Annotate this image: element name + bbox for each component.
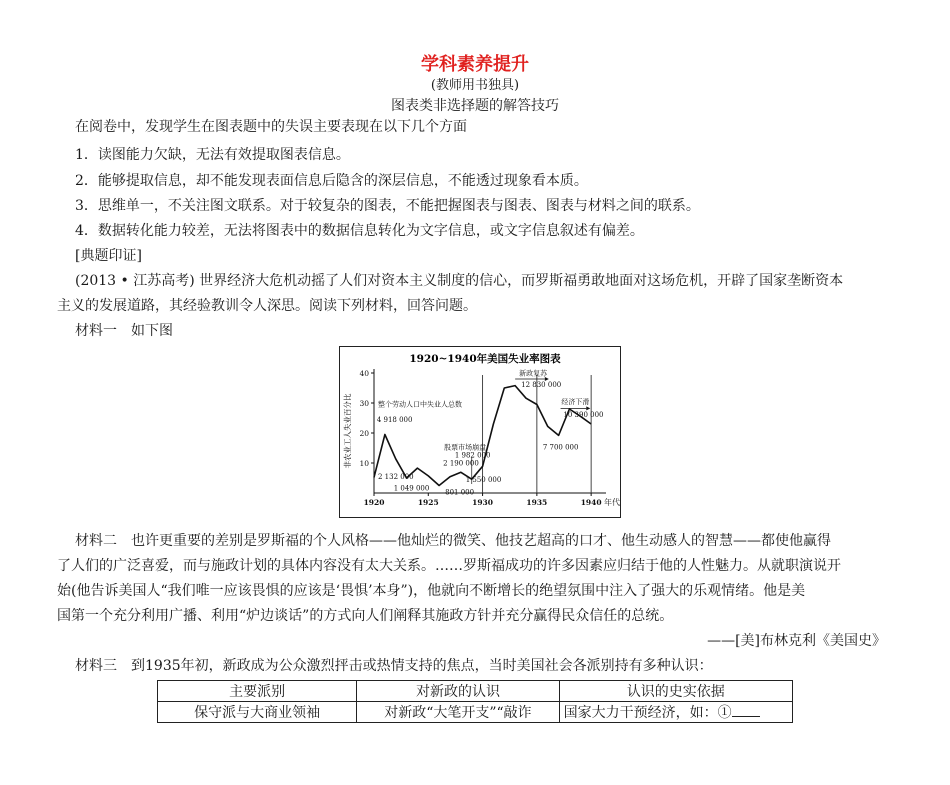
list-item: 3．思维单一，不关注图文联系。对于较复杂的图表，不能把握图表与图表、图表与材料之间的联系。 [75,198,700,214]
table-cell: 保守派与大商业领袖 [158,702,357,723]
list-item: 4．数据转化能力较差，无法将图表中的数据信息转化为文字信息，或文字信息叙述有偏差。 [75,223,644,239]
material3-line: 材料三 到1935年初，新政成为公众激烈抨击或热情支持的焦点，当时美国社会各派别持有多种认识： [75,658,713,674]
x-tick-label: 1930 [472,498,494,507]
faction-table [157,680,793,723]
y-tick-label: 40 [359,369,369,378]
table-cell-text: 国家大力干预经济，如：① [563,705,732,721]
table-cell [559,702,792,723]
table-header: 认识的史实依据 [559,681,792,702]
material1-label: 材料一 如下图 [75,323,173,339]
material2-source: ——[美]布林克利《美国史》 [707,633,886,649]
material2-line: 始(他告诉美国人“我们唯一应该畏惧的应该是‘畏惧’本身”)，他就向不断增长的绝望氛围中注入了强大的乐观情绪。他是美 [57,583,806,599]
data-label: 10 390 000 [563,410,604,419]
x-tick-label: 1920 [363,498,385,507]
data-label: 1 550 000 [465,476,502,485]
intro-text: 在阅卷中，发现学生在图表题中的失误主要表现在以下几个方面 [75,119,467,135]
x-tick-label: 1925 [417,498,439,507]
stock-crash-label: 股票市场崩盘 [444,443,487,452]
table-header: 对新政的认识 [357,681,559,702]
material2-line: 国第一个充分利用广播、利用“炉边谈话”的方式向人们阐释其施政方针并充分赢得民众信任的总统。 [57,608,674,624]
teacher-note: (教师用书独具) [430,78,520,93]
list-item: 1．读图能力欠缺，无法有效提取图表信息。 [75,147,350,163]
data-label: 2 190 000 [443,459,479,468]
data-label: 4 918 000 [376,416,413,425]
section-heading: 图表类非选择题的解答技巧 [391,98,559,114]
y-axis-label: 非农业工人失业百分比 [343,393,352,469]
data-label: 1 049 000 [393,484,430,493]
downturn-label: 经济下滑 [561,398,590,407]
data-label: 1 982 000 [454,451,491,460]
page-title: 学科素养提升 [421,54,529,75]
table-header: 主要派别 [158,681,357,702]
data-label: 801 000 [445,488,475,497]
unemployment-chart [339,346,621,518]
arrow-head [586,406,590,410]
data-label: 7 700 000 [542,443,579,452]
question-line: 主义的发展道路，其经验教训令人深思。阅读下列材料，回答问题。 [57,298,477,314]
x-tick-label: 1940 [580,498,602,507]
data-label: 12 830 000 [521,381,562,390]
x-tick-label: 1935 [526,498,548,507]
table-header-row [158,681,793,702]
chart-annotations [377,368,604,496]
answer-blank [732,704,760,717]
list-item: 2．能够提取信息，却不能发现表面信息后隐含的深层信息，不能透过现象看本质。 [75,173,588,189]
new-deal-label: 新政复苏 [519,369,548,378]
table-row [158,702,793,723]
chart-title: 1920~1940年美国失业率图表 [409,353,561,365]
material2-line: 材料二 也许更重要的差别是罗斯福的个人风格——他灿烂的微笑、他技艺超高的口才、他生动感人的智慧——都使他赢得 [75,533,831,549]
question-line: (2013 • 江苏高考) 世界经济大危机动摇了人们对资本主义制度的信心，而罗斯福勇敢地面对这场危机，开辟了国家垄断资本 [75,273,844,289]
labor-caption: 整个劳动人口中失业人总数 [378,400,462,409]
y-tick-label: 20 [359,429,369,438]
y-tick-label: 10 [359,459,369,468]
table-cell: 对新政“大笔开支”“敲诈 [357,702,559,723]
material2-line: 了人们的广泛喜爱，而与施政计划的具体内容没有太大关系。……罗斯福成功的许多因素应归结于他的人性魅力。从就职演说开 [57,558,841,574]
example-tag: [典题印证] [75,248,142,264]
data-label: 2 132 000 [378,473,414,482]
y-tick-label: 30 [359,399,369,408]
x-axis-label: 年代 [604,498,620,507]
chart-svg [340,347,620,517]
